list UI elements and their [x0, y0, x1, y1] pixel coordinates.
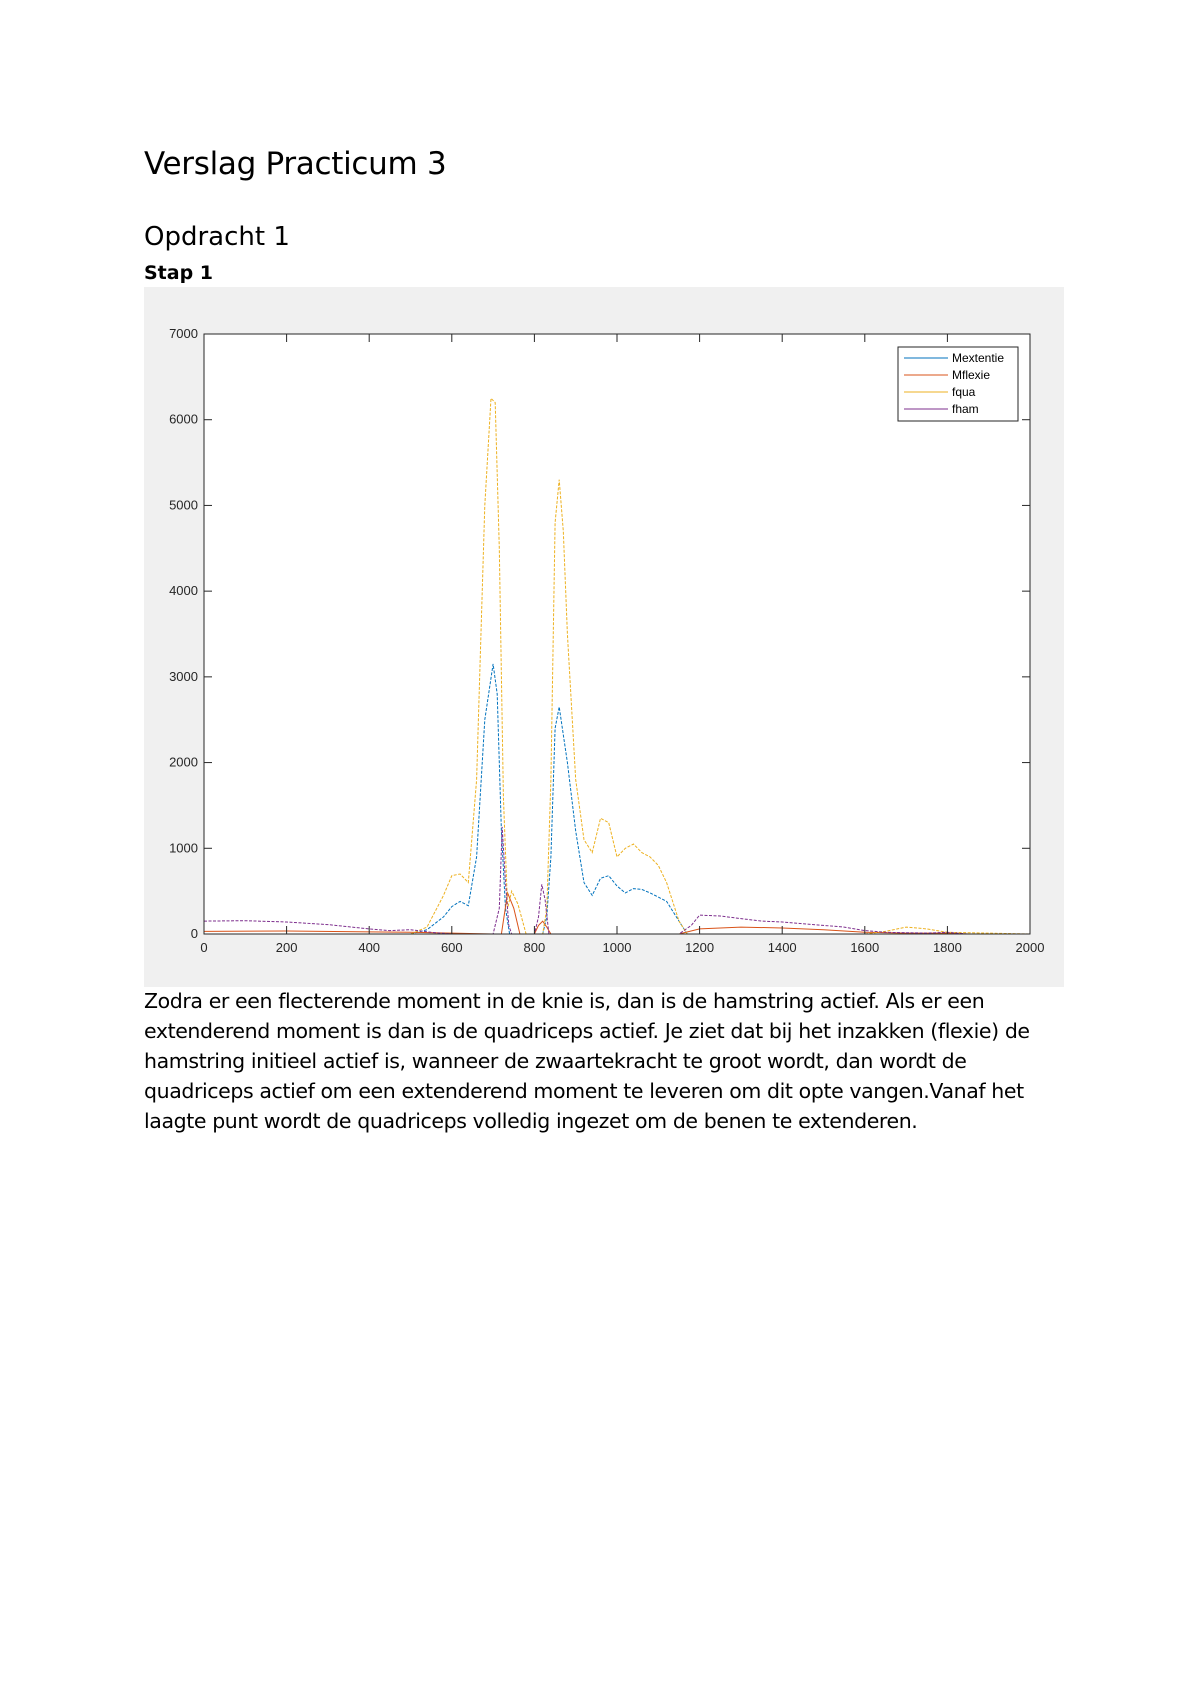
y-tick-label: 7000 — [169, 326, 198, 341]
x-tick-label: 800 — [523, 940, 546, 955]
x-tick-label: 600 — [440, 940, 463, 955]
body-paragraph: Zodra er een flecterende moment in de knie is, dan is de hamstring actief. Als er een extenderend moment is dan is de quadriceps actief. Je ziet dat bij het inzakken (flexie) de hamstring initieel actief is, wanneer de zwaartekracht te groot wordt, dan wordt de quadriceps actief om een extenderend moment te leveren om dit opte vangen.Vanaf het laagte punt wordt de quadriceps volledig ingezet om de benen te extenderen. — [144, 989, 1030, 1133]
legend-label-mflexie: Mflexie — [952, 368, 991, 382]
y-tick-label: 3000 — [169, 668, 198, 684]
line-chart — [144, 287, 1064, 987]
x-tick-label: 1000 — [602, 940, 632, 955]
legend-label-fqua: fqua — [952, 385, 976, 399]
plot-area — [204, 334, 1030, 934]
x-tick-label: 1800 — [932, 940, 962, 955]
legend-label-mextentie: Mextentie — [952, 351, 1005, 365]
y-tick-label: 4000 — [169, 583, 198, 599]
y-tick-label: 0 — [190, 926, 198, 941]
section-title: Opdracht 1 — [144, 222, 290, 252]
x-tick-label: 200 — [275, 940, 298, 955]
x-tick-label: 1400 — [767, 940, 797, 955]
x-tick-label: 1600 — [850, 940, 880, 955]
y-tick-label: 5000 — [169, 497, 198, 513]
y-tick-label: 1000 — [169, 840, 198, 856]
x-tick-label: 1200 — [685, 940, 715, 955]
document-title: Verslag Practicum 3 — [144, 146, 447, 182]
figure-chart — [144, 287, 1064, 987]
subsection-title: Stap 1 — [144, 262, 214, 284]
x-tick-label: 0 — [200, 940, 208, 955]
x-tick-label: 2000 — [1015, 940, 1045, 955]
legend-label-fham: fham — [952, 402, 979, 416]
y-tick-label: 6000 — [169, 411, 198, 427]
y-tick-label: 2000 — [169, 754, 198, 770]
x-tick-label: 400 — [358, 940, 381, 955]
